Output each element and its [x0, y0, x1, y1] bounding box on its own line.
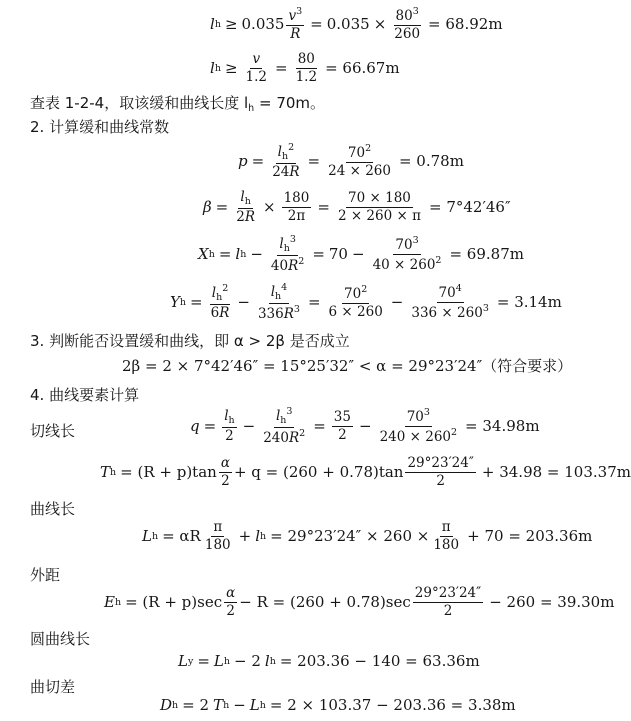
frac-sup: 4	[281, 281, 288, 293]
eq-var: D	[160, 696, 173, 714]
eq-sub: h	[260, 530, 267, 542]
eq-sub: h	[172, 699, 179, 711]
section-2-heading: 2. 计算缓和曲线常数	[30, 118, 170, 136]
eq-minus: −	[250, 245, 263, 263]
frac-den: 2	[226, 602, 235, 619]
lookup-tail: = 70m。	[258, 94, 326, 112]
eq-result: = 66.67m	[325, 59, 400, 77]
eq-var: L	[249, 696, 260, 714]
eq-equals: =	[190, 293, 203, 311]
label-external-distance: 外距	[30, 566, 61, 584]
eq-minus: −	[237, 293, 250, 311]
frac-den: 24 × 260	[328, 162, 391, 179]
frac-num: l	[240, 188, 245, 205]
eq-expression: + q = (260 + 0.78)tan	[233, 463, 404, 481]
p-equation: p = $\frac{l_h^2}{24R}$ = $\frac{70^2}{24 \times 260}$ = 0.78m	[238, 141, 464, 180]
eq-fraction	[234, 190, 257, 224]
frac-den: 24	[272, 163, 290, 180]
section-3-heading: 3. 判断能否设置缓和曲线，即 α > 2β 是否成立	[30, 332, 350, 350]
frac-den: 2	[338, 426, 347, 443]
frac-den: 180	[433, 536, 460, 553]
frac-den: 40 × 260	[372, 256, 436, 273]
eq-equals: =	[218, 245, 232, 263]
frac-sup: 2	[288, 141, 295, 153]
eq-plus: +	[238, 527, 252, 545]
eq-fraction	[332, 410, 353, 441]
frac-den: 336	[257, 305, 284, 322]
x-equation: X h = l h − $\frac{l_h^3}{40R^2}$ = 70 − $\frac{70^3}{40 \times 260^2}$ = 69.87m	[198, 233, 524, 274]
eq-var: l	[210, 15, 215, 33]
eq-fraction	[270, 143, 301, 179]
frac-den: 40	[270, 257, 289, 274]
eq-var: l	[235, 245, 241, 263]
frac-den-var: R	[283, 305, 294, 322]
eq-equals: =	[215, 198, 229, 216]
eq-sub: h	[214, 62, 221, 74]
frac-num: α	[226, 585, 236, 602]
frac-sub: h	[228, 414, 235, 426]
eq-var: E	[104, 593, 115, 611]
eq-minus: −	[233, 696, 246, 714]
eq-minus: −	[390, 293, 404, 311]
eq-result: = 7°42′46″	[428, 198, 511, 216]
eq-fraction	[336, 191, 423, 222]
frac-num: 70	[406, 409, 424, 426]
frac-den: 2	[221, 472, 230, 489]
frac-num: v	[252, 51, 261, 68]
eq-sub: h	[110, 466, 117, 478]
frac-num: π	[213, 519, 223, 536]
eq-fraction	[224, 586, 237, 617]
label-curve-length: 曲线长	[30, 500, 76, 518]
eq-sub: h	[223, 655, 231, 667]
frac-den: 260	[394, 25, 421, 42]
frac-num: 35	[333, 409, 351, 426]
frac-num: l	[279, 235, 284, 252]
eq-fraction	[286, 7, 304, 40]
e-equation	[104, 580, 614, 624]
q-equation: q = $\frac{l_h}{2}$ − $\frac{l_h^3}{240R^2}$ = $\frac{35}{2}$ − $\frac{70^3}{240 \times 260^2}$ = 34.98m	[190, 405, 540, 446]
frac-den: 1.2	[295, 68, 318, 85]
eq-sub: h	[114, 596, 122, 608]
eq-minus: −	[351, 245, 365, 263]
frac-den: 240	[263, 429, 289, 446]
eq-fraction	[282, 191, 312, 222]
eq-result: = 2 × 103.37 − 203.36 = 3.38m	[269, 696, 516, 714]
eq-times: ×	[263, 198, 276, 216]
frac-num: 80	[297, 51, 315, 68]
eq-result: + 34.98 = 103.37m	[481, 463, 631, 481]
frac-sup: 2	[299, 427, 306, 439]
eq-expression: = 29°23′24″ × 260 ×	[270, 527, 430, 545]
frac-den-var: R	[289, 429, 300, 446]
eq-var: q	[190, 417, 200, 435]
lookup-sentence	[30, 92, 325, 114]
frac-num: π	[441, 519, 451, 536]
eq-sub: y	[187, 655, 194, 667]
eq-minus: − 2	[234, 652, 261, 670]
eq-sub: h	[151, 530, 159, 542]
eq-fraction	[392, 7, 422, 40]
eq-var: l	[264, 652, 270, 670]
eq-fraction	[327, 285, 385, 318]
label-circular-curve-length: 圆曲线长	[30, 630, 91, 648]
frac-sup: 2	[451, 426, 458, 438]
frac-num: l	[277, 143, 282, 160]
eq-minus: −	[358, 417, 372, 435]
frac-den: 336 × 260	[411, 304, 483, 321]
frac-den-var: R	[288, 257, 299, 274]
eq-sub: h	[208, 248, 215, 260]
frac-sup: 3	[412, 235, 419, 247]
eq-fraction	[261, 407, 307, 445]
frac-sub: h	[280, 414, 287, 426]
eq-var: l	[210, 59, 215, 77]
eq-relation: ≥	[224, 59, 238, 77]
eq-sub: h	[214, 18, 221, 30]
frac-den: 2	[225, 427, 234, 444]
frac-num: 80	[395, 8, 413, 25]
eq-result: = 34.98m	[465, 417, 540, 435]
frac-num: 70	[438, 285, 456, 302]
eq-fraction	[326, 144, 393, 177]
eq-fraction	[431, 520, 461, 551]
eq-sub: h	[179, 296, 187, 308]
section-4-heading: 4. 曲线要素计算	[30, 386, 140, 404]
eq-expression: = 2	[182, 696, 210, 714]
l-equation	[142, 514, 592, 558]
condition-check: 2β = 2 × 7°42′46″ = 15°25′32″ < α = 29°23′24″（符合要求）	[122, 356, 573, 375]
frac-den: 1.2	[245, 68, 267, 85]
eq-coef: 0.035	[241, 15, 285, 33]
frac-sup: 4	[455, 283, 462, 295]
eq-fraction	[222, 409, 236, 443]
eq-var: Y	[170, 293, 180, 311]
length-check-eq-1	[210, 4, 503, 44]
beta-equation: β = $\frac{l_h}{2R}$ × $\frac{180}{2\pi}$ = $\frac{70 \times 180}{2 \times 260 \times \pi}$ = 7°42′46″	[203, 188, 511, 225]
frac-den: 240 × 260	[379, 428, 451, 445]
eq-sub: h	[269, 655, 276, 667]
length-check-eq-2	[210, 48, 400, 88]
eq-equals: =	[310, 15, 323, 33]
frac-sub: h	[283, 242, 290, 254]
frac-sup: 3	[286, 405, 293, 417]
frac-den: 2	[236, 208, 245, 225]
eq-result: = 0.78m	[398, 152, 464, 170]
frac-den: 180	[204, 536, 231, 553]
lookup-sub: h	[248, 103, 255, 114]
eq-minus: −	[242, 417, 256, 435]
eq-sub: h	[259, 699, 266, 711]
eq-equals: =	[275, 59, 288, 77]
frac-sup: 3	[423, 407, 430, 419]
eq-var: l	[255, 527, 261, 545]
eq-fraction	[294, 52, 319, 83]
t-equation	[100, 450, 631, 494]
ly-equation	[178, 648, 480, 674]
frac-sup: 2	[361, 284, 368, 296]
eq-var: L	[178, 652, 188, 670]
frac-num: α	[220, 455, 230, 472]
eq-expression: − R = (260 + 0.78)sec	[239, 593, 411, 611]
eq-result: + 70 = 203.36m	[467, 527, 593, 545]
eq-fraction	[256, 283, 302, 321]
eq-equals: =	[203, 417, 217, 435]
label-curve-tangent-difference: 曲切差	[30, 678, 76, 696]
frac-den: 2	[436, 472, 445, 489]
y-equation: Y h = $\frac{l_h^2}{6R}$ − $\frac{l_h^4}{336R^3}$ = $\frac{70^2}{6 \times 260}$ − $\frac{70^4}{336 \times 260^3}$ = 3.14m	[170, 281, 562, 322]
frac-num: 70 × 180	[348, 190, 411, 207]
frac-den: 6	[210, 304, 220, 321]
frac-num: l	[275, 407, 281, 424]
frac-sub: h	[281, 150, 289, 162]
eq-fraction	[209, 284, 232, 320]
frac-num: l	[211, 284, 217, 301]
frac-sup: 3	[296, 6, 303, 18]
eq-var: L	[213, 652, 224, 670]
frac-sup: 3	[482, 302, 489, 314]
eq-coef: 0.035	[326, 15, 370, 33]
eq-var: T	[100, 463, 111, 481]
eq-expression: = αR	[162, 527, 201, 545]
eq-result: = 3.14m	[496, 293, 562, 311]
eq-var: β	[203, 198, 212, 216]
frac-den: R	[290, 25, 301, 42]
eq-var: L	[142, 527, 152, 545]
eq-fraction	[269, 235, 306, 273]
eq-fraction	[244, 52, 269, 83]
eq-fraction	[413, 586, 483, 617]
frac-num: v	[288, 8, 297, 25]
eq-fraction	[203, 520, 233, 551]
eq-var: T	[213, 696, 224, 714]
frac-den-var: R	[244, 208, 256, 225]
eq-value: 70	[328, 245, 348, 263]
d-equation	[160, 692, 516, 718]
frac-sup: 2	[435, 254, 442, 266]
frac-sup: 3	[289, 233, 296, 245]
eq-result: = 68.92m	[428, 15, 503, 33]
frac-den-var: R	[289, 163, 300, 180]
frac-num: 29°23′24″	[407, 455, 474, 472]
frac-sup: 2	[222, 282, 229, 294]
eq-result: − 260 = 39.30m	[489, 593, 615, 611]
eq-equals: =	[251, 152, 265, 170]
eq-sub: h	[240, 248, 247, 260]
frac-num: l	[270, 283, 276, 300]
eq-fraction	[405, 456, 475, 487]
frac-sup: 3	[293, 303, 300, 315]
frac-num: 70	[344, 286, 362, 303]
eq-relation: ≥	[224, 15, 238, 33]
label-tangent: 切线长	[30, 422, 76, 440]
eq-expression: = (R + p)sec	[125, 593, 223, 611]
frac-sup: 3	[412, 6, 419, 18]
frac-num: 29°23′24″	[414, 585, 482, 602]
eq-fraction	[409, 284, 490, 319]
eq-times: ×	[373, 15, 387, 33]
frac-den: 6 × 260	[328, 303, 383, 320]
frac-sub: h	[244, 195, 251, 207]
frac-den: 2 × 260 × π	[337, 207, 421, 224]
frac-num: 70	[395, 237, 413, 254]
frac-num: l	[224, 407, 229, 424]
lookup-text: 查表 1-2-4，取该缓和曲线长度 l	[30, 94, 249, 112]
frac-sub: h	[216, 291, 223, 303]
eq-var: X	[198, 245, 209, 263]
eq-sub: h	[223, 699, 230, 711]
eq-var: p	[238, 152, 248, 170]
eq-result: = 203.36 − 140 = 63.36m	[279, 652, 480, 670]
frac-num: 70	[347, 145, 366, 162]
eq-fraction	[378, 408, 459, 443]
frac-den-var: R	[219, 304, 230, 321]
frac-den: 2π	[287, 207, 306, 224]
frac-sub: h	[275, 290, 282, 302]
eq-expression: = (R + p)tan	[120, 463, 217, 481]
frac-sup: 2	[365, 143, 372, 155]
frac-num: 180	[283, 190, 310, 207]
frac-den: 2	[443, 602, 453, 619]
frac-sup: 2	[298, 255, 305, 267]
eq-equals: =	[197, 652, 210, 670]
eq-result: = 69.87m	[449, 245, 524, 263]
eq-fraction	[371, 236, 444, 271]
eq-fraction	[219, 456, 232, 487]
